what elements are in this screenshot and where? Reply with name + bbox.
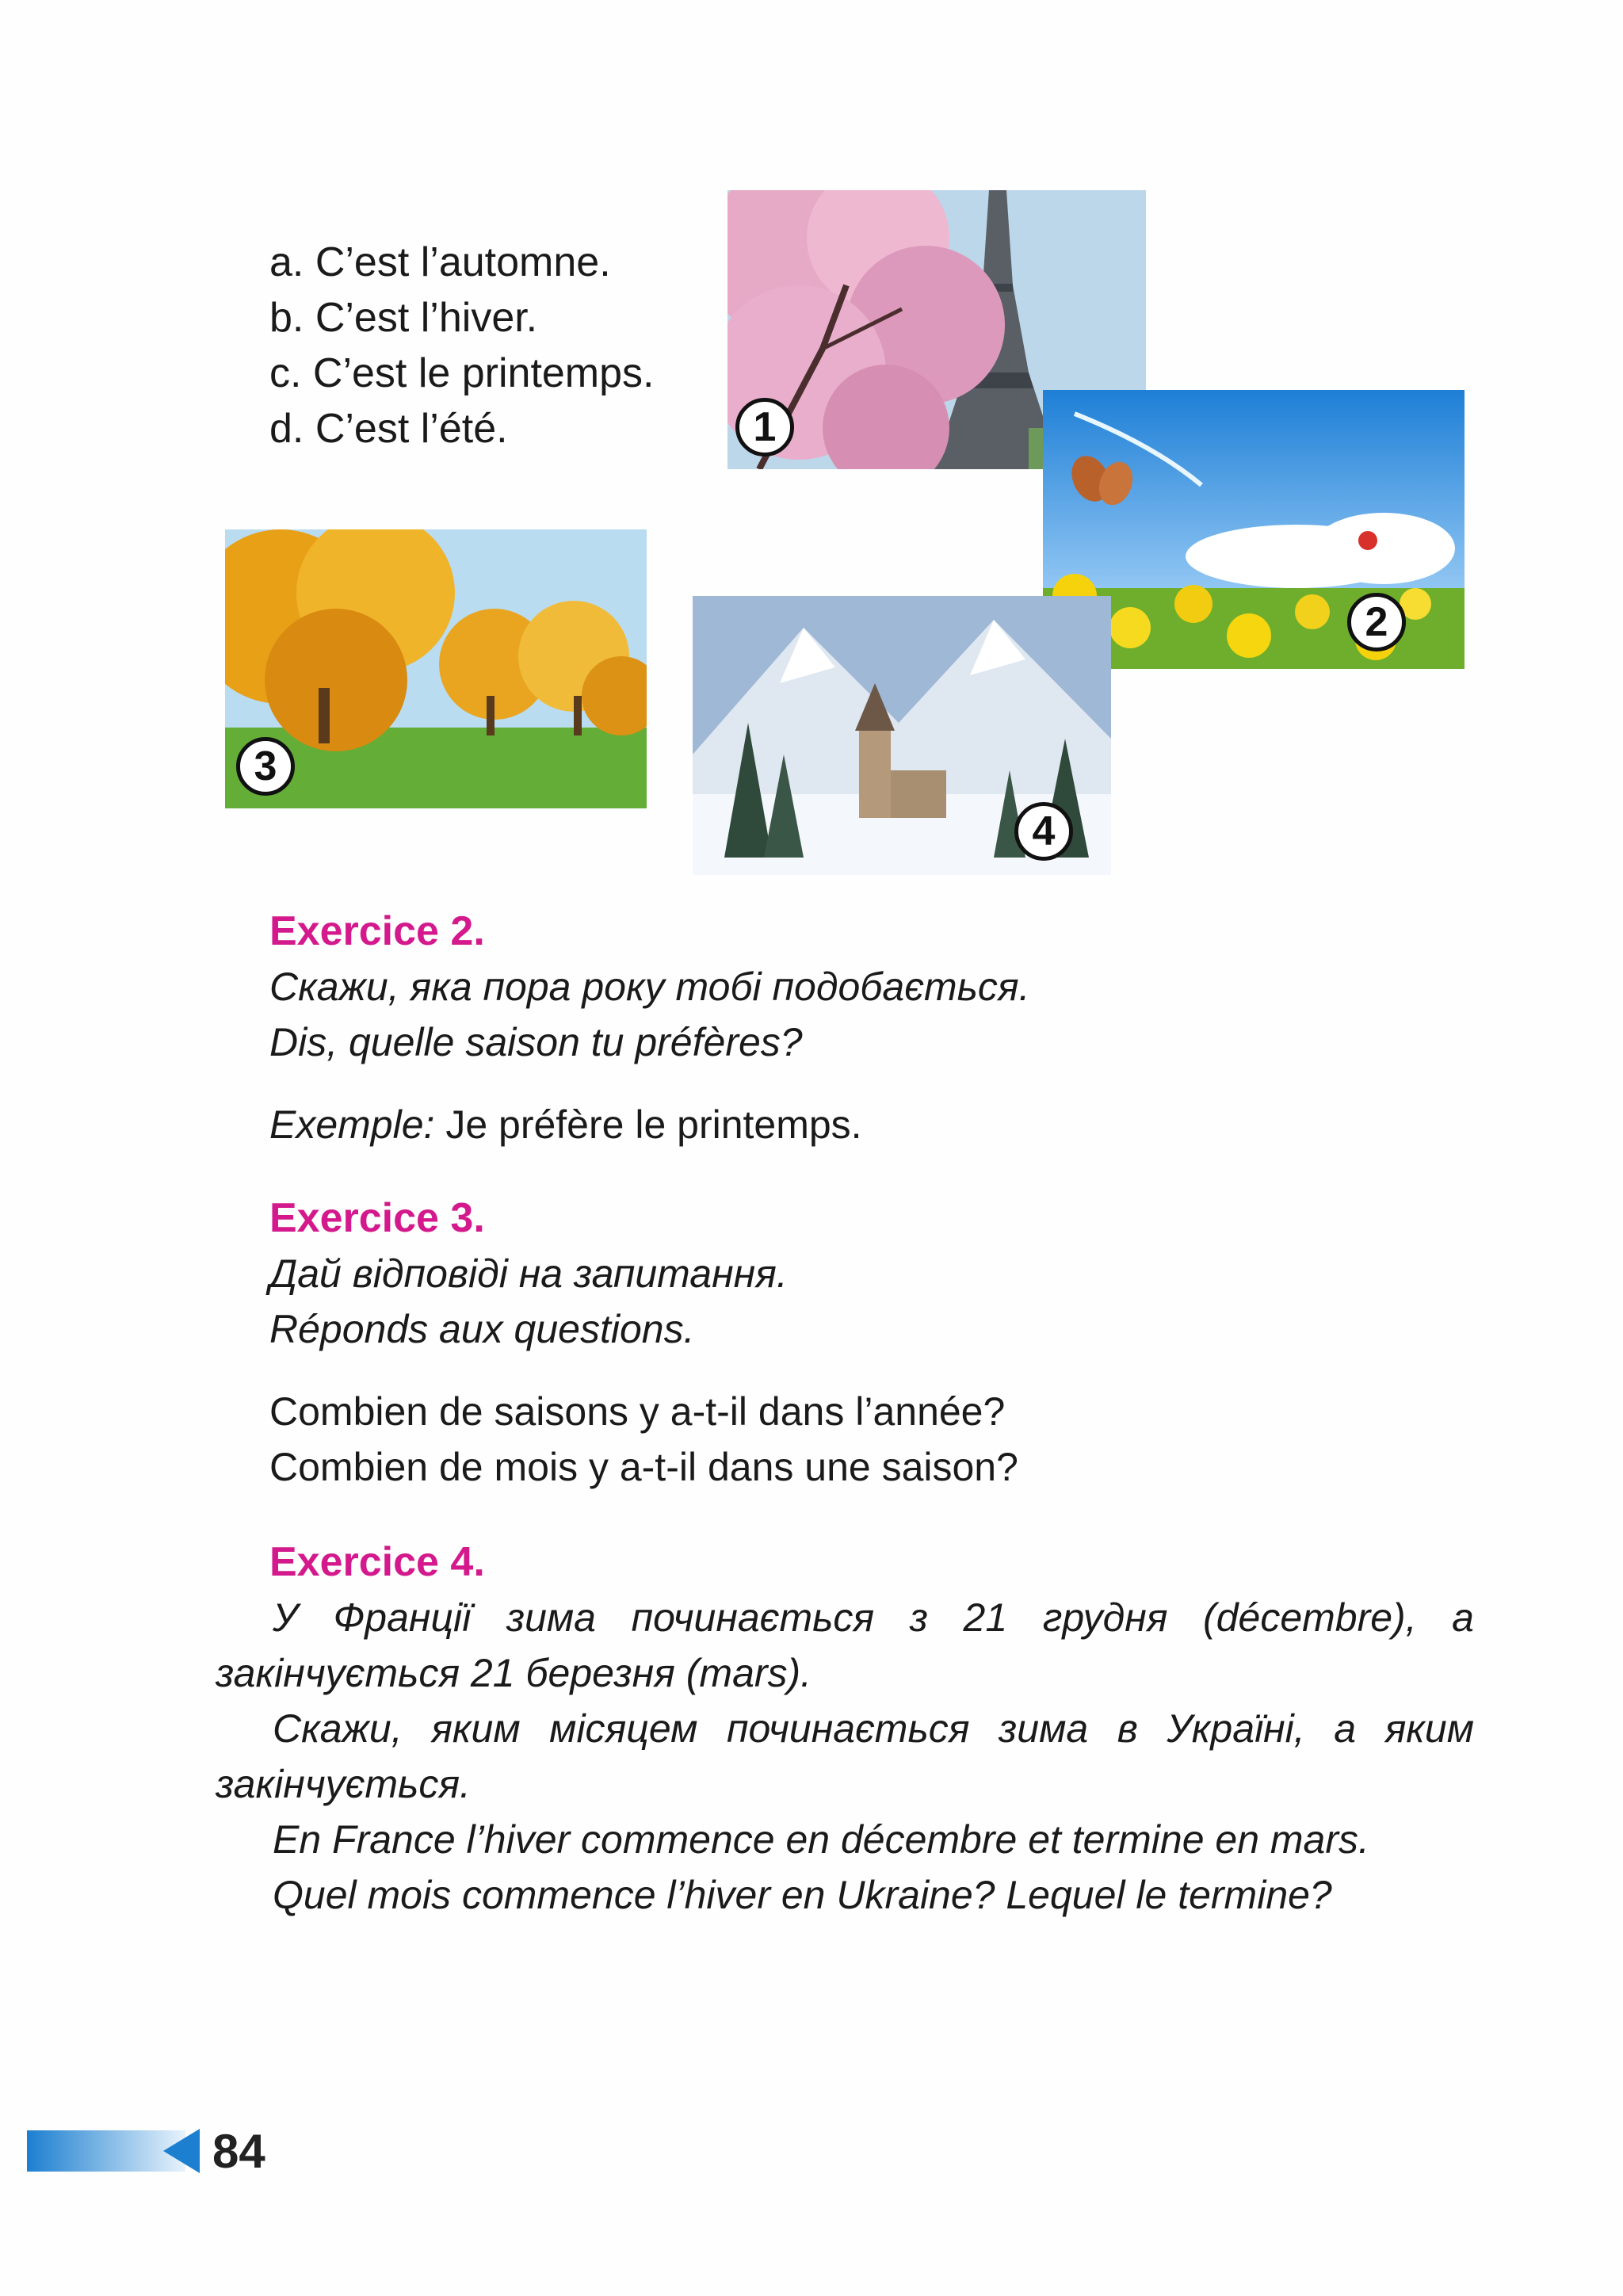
photo-number-3: 3 xyxy=(236,737,295,796)
exercise-2-example xyxy=(269,1097,1474,1152)
exercise-3-instruction-uk: Дай відповіді на запитання. xyxy=(269,1251,788,1296)
exercise-4-body xyxy=(216,1590,1474,1923)
exercise-4-para-4: Quel mois commence l’hiver en Ukraine? Lequel le termine? xyxy=(273,1873,1332,1917)
page-number: 84 xyxy=(212,2125,265,2178)
exercise-3-question-1: Combien de saisons y a-t-il dans l’année? xyxy=(269,1389,1006,1434)
example-text: Je préfère le printemps. xyxy=(434,1102,862,1147)
exercise-3-title: Exercice 3. xyxy=(269,1195,485,1241)
exercise-3-instruction-fr: Réponds aux questions. xyxy=(269,1307,695,1351)
exercise-2 xyxy=(269,904,1474,1152)
photo-number-1: 1 xyxy=(735,398,794,457)
exercise-2-title: Exercice 2. xyxy=(269,908,485,954)
exercise-4-para-2: Скажи, яким місяцем починається зима в Україні, а яким закінчується. xyxy=(216,1706,1474,1806)
exercise-3-question-2: Combien de mois y a-t-il dans une saison? xyxy=(269,1445,1018,1489)
photo-autumn xyxy=(225,529,647,808)
season-options xyxy=(269,235,655,457)
exercise-4-para-3: En France l’hiver commence en décembre et termine en mars. xyxy=(273,1817,1369,1862)
photo-number-4: 4 xyxy=(1014,802,1073,861)
exercise-2-instruction-uk: Скажи, яка пора року тобі подобається. xyxy=(269,965,1030,1009)
footer-arrow-icon xyxy=(163,2129,200,2173)
option-c: c. C’est le printemps. xyxy=(269,350,655,396)
exercise-4-title: Exercice 4. xyxy=(269,1539,485,1585)
example-label: Exemple: xyxy=(269,1102,435,1147)
exercise-4-para-1: У Франції зима починається з 21 грудня (décembre), а закінчується 21 березня (mars). xyxy=(216,1595,1474,1695)
exercise-4-title-wrap xyxy=(269,1534,1474,1590)
option-d: d. C’est l’été. xyxy=(269,406,508,452)
option-a: a. C’est l’automne. xyxy=(269,239,611,285)
photo-number-2: 2 xyxy=(1347,593,1406,651)
exercise-2-instruction-fr: Dis, quelle saison tu préfères? xyxy=(269,1020,803,1064)
option-b: b. C’est l’hiver. xyxy=(269,295,538,341)
photo-winter xyxy=(693,596,1111,875)
footer-accent-bar xyxy=(27,2130,185,2172)
exercise-3 xyxy=(269,1190,1474,1495)
